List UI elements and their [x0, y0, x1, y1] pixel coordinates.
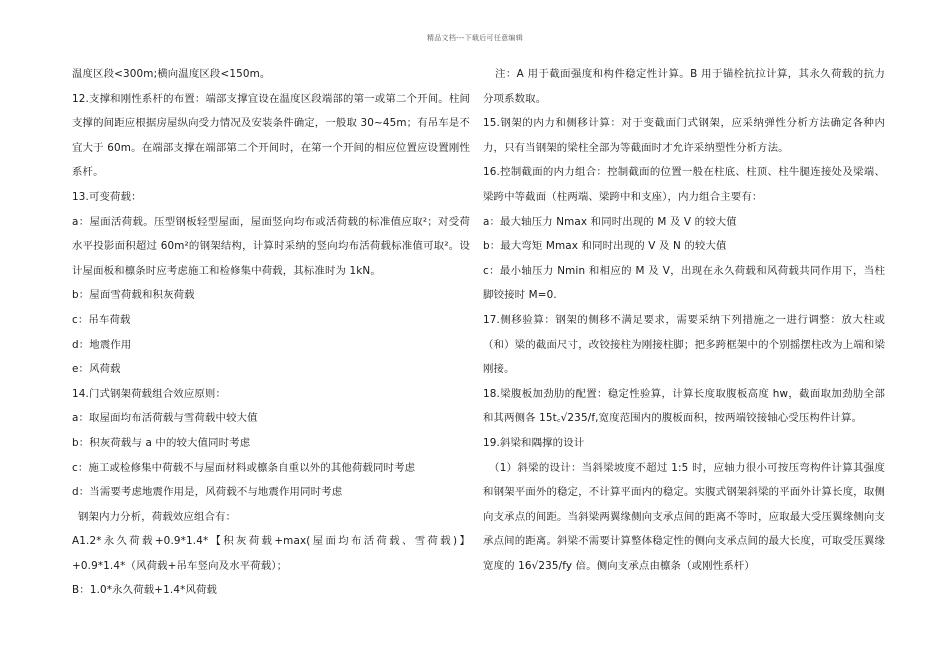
paragraph-13c-crane-load: c：吊车荷载 [72, 313, 131, 326]
paragraph-14b: b：积灰荷载与 a 中的较大值同时考虑 [72, 436, 251, 449]
paragraph-combination-a: A1.2*永久荷载+0.9*1.4*【积灰荷载+max(屋面均布活荷载、雪荷载)】+0.9*1.4*（风荷载+吊车竖向及水平荷载）； [72, 535, 470, 572]
paragraph-13-variable-loads: 13.可变荷载： [72, 190, 142, 203]
paragraph-combination-b: B：1.0*永久荷载+1.4*风荷载 [72, 584, 218, 597]
paragraph-14-combination: 14.门式钢架荷载组合效应原则： [72, 387, 227, 400]
paragraph-19-rafter-brace: 19.斜梁和隅撑的设计 [483, 436, 585, 449]
right-column [483, 62, 885, 578]
paragraph-13a-roof-live-load: a：屋面活荷载。压型钢板轻型屋面，屋面竖向均布或活荷载的标准值应取²；对受荷水平投影面积超过 60m²的钢架结构，计算时采纳的竖向均布活荷载标准值可取²。设计屋面板和檩条时应考虑施工和检修集中荷载，其标准时为 1kN。 [72, 215, 470, 277]
left-column [72, 62, 470, 603]
paragraph-16b: b：最大弯矩 Mmax 和同时出现的 V 及 N 的较大值 [483, 240, 727, 253]
paragraph-13d-seismic: d：地震作用 [72, 338, 132, 351]
paragraph-17-drift-check: 17.侧移验算：钢架的侧移不满足要求，需要采纳下列措施之一进行调整：放大柱或（和）梁的截面尺寸，改铰接柱为刚接柱脚；把多跨框架中的个别摇摆柱改为上端和梁刚接。 [483, 313, 885, 376]
paragraph-14d: d：当需要考虑地震作用是，风荷载不与地震作用同时考虑 [72, 486, 343, 499]
paragraph-note: 注：A 用于截面强度和构件稳定性计算。B 用于锚栓抗拉计算，其永久荷载的抗力分项系数取。 [483, 68, 885, 105]
page-header: 精品文档---下载后可任意编辑 [426, 34, 524, 42]
paragraph-15-internal-force: 15.钢架的内力和侧移计算：对于变截面门式钢架，应采纳弹性分析方法确定各种内力，只有当钢架的梁柱全部为等截面时才允许采纳塑性分析方法。 [483, 117, 885, 154]
paragraph-19-1-rafter-design: （1）斜梁的设计：当斜梁坡度不超过 1:5 时，应轴力很小可按压弯构件计算其强度和钢架平面外的稳定，不计算平面内的稳定。实腹式钢架斜梁的平面外计算长度，取侧向支承点的间距。当斜梁两翼缘侧向支承点间的距离不等时，应取最大受压翼缘侧向支承点间的距离。斜梁不需要计算整体稳定性的侧向支承点间的最大长度，可取受压翼缘宽度的 16√235/fy 倍。侧向支承点由檩条（或刚性系杆） [483, 461, 885, 572]
paragraph-13b-snow-load: b：屋面雪荷载和积灰荷载 [72, 289, 195, 302]
paragraph-16a: a：最大轴压力 Nmax 和同时出现的 M 及 V 的较大值 [483, 215, 737, 228]
paragraph-16-control-section: 16.控制截面的内力组合：控制截面的位置一般在柱底、柱顶、柱牛腿连接处及梁端、梁跨中等截面（柱两端、梁跨中和支座），内力组合主要有： [483, 166, 885, 203]
paragraph-temperature-zone: 温度区段<300m;横向温度区段<150m。 [72, 68, 271, 80]
paragraph-14c: c：施工或检修集中荷载不与屋面材料或檩条自重以外的其他荷载同时考虑 [72, 461, 416, 474]
paragraph-18-stiffener: 18.梁腹板加劲肋的配置：稳定性验算，计算长度取腹板高度 hw，截面取加劲肋全部和其两侧各 15t꜀√235/f,宽度范围内的腹板面积，按两端铰接轴心受压构件计算。 [483, 387, 885, 425]
paragraph-14a: a：取屋面均布活荷载与雪荷载中较大值 [72, 412, 258, 425]
paragraph-13e-wind-load: e：风荷载 [72, 363, 121, 376]
paragraph-16c: c：最小轴压力 Nmin 和相应的 M 及 V，出现在永久荷载和风荷载共同作用下，当柱脚铰接时 M=0. [483, 264, 885, 302]
paragraph-frame-analysis: 钢架内力分析，荷载效应组合有： [78, 510, 237, 523]
paragraph-12-bracing: 12.支撑和刚性系杆的布置：端部支撑宜设在温度区段端部的第一或第二个开间。柱间支撑的间距应根据房屋纵向受力情况及安装条件确定，一般取 30~45m；有吊车是不宜大于 60m。在端部支撑在端部第二个开间时，在第一个开间的相应位置应设置刚性系杆。 [72, 92, 470, 179]
